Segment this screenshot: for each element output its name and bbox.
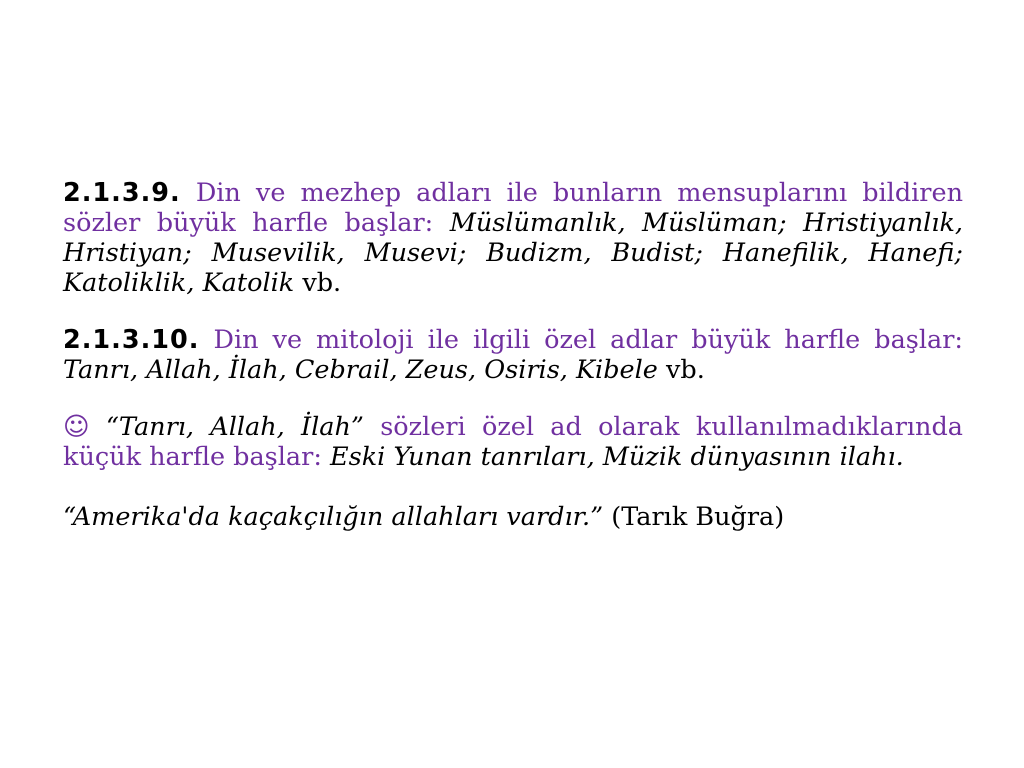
quoted-words: “Tanrı, Allah, İlah” (105, 412, 364, 442)
etc-suffix: vb. (665, 355, 705, 385)
section-number: 2.1.3.10. (63, 325, 200, 355)
quote-author: (Tarık Buğra) (611, 502, 785, 532)
rule-paragraph-2-1-3-9 (63, 178, 963, 298)
example-list: Müslümanlık, Müslüman; Hristiyanlık, Hristiyan; Musevilik, Musevi; Budizm, Budist; Hanefilik, Hanefi; Katoliklik, Katolik (63, 208, 964, 298)
etc-suffix: vb. (302, 268, 342, 298)
rule-paragraph-2-1-3-10 (63, 325, 963, 385)
note-paragraph (63, 412, 963, 472)
rule-text: Din ve mezhep adları ile bunların mensuplarını bildiren sözler büyük harfle başlar: (63, 178, 964, 238)
section-number: 2.1.3.9. (63, 178, 181, 208)
smiley-icon: ☺ (63, 412, 90, 442)
quote-text: “Amerika'da kaçakçılığın allahları vardır.” (63, 502, 604, 532)
quote-paragraph (63, 502, 963, 532)
example-list: Tanrı, Allah, İlah, Cebrail, Zeus, Osiris, Kibele (63, 355, 658, 385)
rule-text: Din ve mitoloji ile ilgili özel adlar büyük harfle başlar: (213, 325, 963, 355)
note-examples: Eski Yunan tanrıları, Müzik dünyasının ilahı. (330, 442, 904, 472)
slide-content (63, 178, 963, 532)
note-rule-text: sözleri özel ad olarak kullanılmadıklarında küçük harfle başlar: (63, 412, 964, 472)
